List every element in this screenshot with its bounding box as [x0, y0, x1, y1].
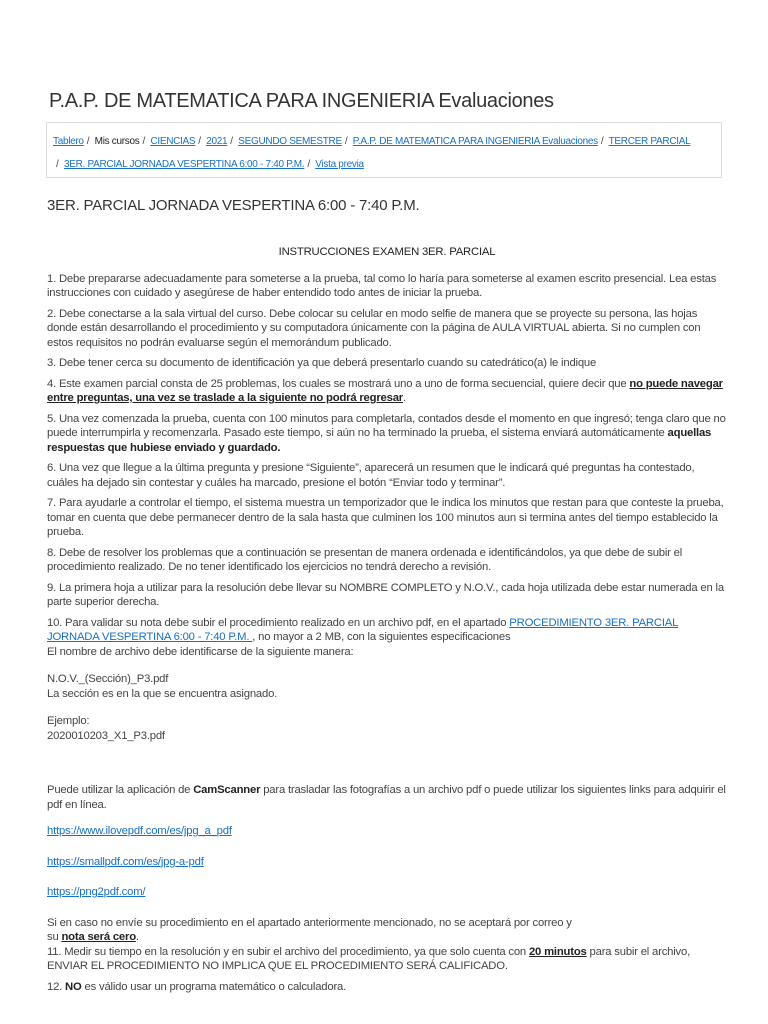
breadcrumb-separator: /: [230, 136, 233, 147]
no-email-text: Si en caso no envíe su procedimiento en el apartado anteriormente mencionado, no se aceptará por correo y: [47, 916, 572, 929]
instruction-1: 1. Debe prepararse adecuadamente para someterse a la prueba, tal como lo haría para someterse al examen escrito presencial. Lea estas instrucciones con cuidado y asegúrese de haber entendido todo antes de iniciar la prueba.: [47, 272, 717, 299]
breadcrumb: [46, 122, 722, 178]
breadcrumb-item-segundo-semestre[interactable]: [238, 136, 342, 147]
instruction-10: [47, 616, 727, 660]
section-heading: 3ER. PARCIAL JORNADA VESPERTINA 6:00 - 7:40 P.M.: [47, 197, 420, 214]
procedimiento-upload-link[interactable]: PROCEDIMIENTO 3ER. PARCIAL JORNADA VESPERTINA 6:00 - 7:40 P.M.: [47, 616, 679, 643]
nota-cero-emphasis: nota será cero: [61, 931, 136, 943]
instruction-6: 6. Una vez que llegue a la última pregunta y presione “Siguiente”, aparecerá un resumen que le indicará qué preguntas ha contestado, cuáles ha dejado sin contestar y cuáles ha marcado, presione el botón “Enviar todo y terminar”.: [47, 462, 695, 489]
smallpdf-link[interactable]: https://smallpdf.com/es/jpg-a-pdf: [47, 855, 204, 868]
instructions-title: INSTRUCCIONES EXAMEN 3ER. PARCIAL: [278, 246, 496, 258]
no-email-note: [47, 916, 727, 945]
breadcrumb-link-tercer-parcial[interactable]: TERCER PARCIAL: [608, 136, 691, 147]
link-paragraph: [47, 824, 727, 839]
camscanner-text-end: para trasladar las fotografías a un archivo pdf o puede utilizar los siguientes links para adquirir el pdf en línea.: [47, 784, 726, 811]
instruction-12-text: es válido usar un programa matemático o calculadora.: [81, 980, 347, 993]
camscanner-note: [47, 783, 727, 812]
breadcrumb-link-vista-previa[interactable]: Vista previa: [315, 159, 364, 170]
instruction-9: 9. La primera hoja a utilizar para la resolución debe llevar su NOMBRE COMPLETO y N.O.V., cada hoja utilizada debe estar numerada en la parte superior derecha.: [47, 581, 724, 608]
breadcrumb-link-course[interactable]: P.A.P. DE MATEMATICA PARA INGENIERIA Evaluaciones: [352, 136, 598, 147]
breadcrumb-item-vista-previa[interactable]: [315, 159, 363, 170]
filename-format: N.O.V._(Sección)_P3.pdf: [47, 673, 169, 685]
breadcrumb-separator: /: [600, 136, 604, 147]
no-email-end: .: [135, 931, 139, 943]
breadcrumb-separator: /: [86, 136, 90, 147]
instruction-10-text: 10. Para validar su nota debe subir el procedimiento realizado en un archivo pdf, en el apartado: [47, 616, 510, 629]
instruction-4-emphasis: no puede navegar entre preguntas, una vez se traslade a la siguiente no podrá regresar: [47, 377, 723, 404]
instruction-10-spec: , no mayor a 2 MB, con la siguientes especificaciones: [252, 631, 511, 643]
breadcrumb-link-ciencias[interactable]: CIENCIAS: [150, 136, 196, 147]
section-note: La sección es en la que se encuentra asignado.: [47, 687, 278, 700]
no-email-text-2: su: [47, 931, 62, 943]
instruction-5: [47, 412, 727, 456]
breadcrumb-link-quiz[interactable]: 3ER. PARCIAL JORNADA VESPERTINA 6:00 - 7:40 P.M.: [63, 159, 305, 170]
instruction-11-emphasis: 20 minutos: [528, 945, 587, 958]
breadcrumb-link-2021[interactable]: 2021: [206, 136, 228, 147]
page-title: P.A.P. DE MATEMATICA PARA INGENIERIA Evaluaciones: [49, 90, 554, 112]
breadcrumb-item-mis-cursos: Mis cursos: [94, 136, 140, 147]
breadcrumb-item-tablero[interactable]: [53, 136, 84, 147]
breadcrumb-item-course[interactable]: [353, 136, 598, 147]
instruction-7: 7. Para ayudarle a controlar el tiempo, el sistema muestra un temporizador que le indica los minutos que restan para que conteste la prueba, tomar en cuenta que debe permanecer dentro de la sala hasta que culminen los 100 minutos aun si termina antes del tiempo establecido la prueba.: [47, 497, 724, 538]
breadcrumb-link-tablero[interactable]: Tablero: [53, 136, 84, 147]
breadcrumb-separator: /: [142, 136, 145, 147]
breadcrumb-line-2: [53, 153, 721, 176]
breadcrumb-item-tercer-parcial[interactable]: [609, 136, 691, 147]
instruction-11-end: para subir el archivo, ENVIAR EL PROCEDIMIENTO NO IMPLICA QUE EL PROCEDIMIENTO SERÁ CALIFICADO.: [47, 945, 691, 972]
instruction-8: 8. Debe de resolver los problemas que a continuación se presentan de manera ordenada e identificándolos, ya que debe de subir el procedimiento realizado. De no tener identificado los ejercicios no tendrá derecho a revisión.: [47, 546, 683, 573]
breadcrumb-link-segundo-semestre[interactable]: SEGUNDO SEMESTRE: [238, 136, 342, 147]
breadcrumb-separator: /: [56, 159, 59, 170]
link-paragraph: [47, 885, 727, 900]
breadcrumb-separator: /: [198, 136, 201, 147]
instruction-4: [47, 377, 727, 406]
breadcrumb-item-2021[interactable]: [206, 136, 227, 147]
instruction-12-number: 12.: [47, 980, 66, 993]
link-paragraph: [47, 855, 727, 870]
instructions-content: [47, 238, 727, 1000]
instruction-3: 3. Debe tener cerca su documento de identificación ya que deberá presentarlo cuando su catedrático(a) le indique: [47, 357, 597, 369]
breadcrumb-item-quiz[interactable]: [64, 159, 304, 170]
instruction-11: [47, 945, 727, 974]
instruction-4-end: .: [403, 392, 406, 404]
example-filename: 2020010203_X1_P3.pdf: [47, 729, 165, 742]
camscanner-app-name: CamScanner: [193, 784, 261, 796]
filename-format-block: [47, 672, 727, 701]
example-block: [47, 714, 727, 743]
instruction-12-emphasis: NO: [65, 980, 82, 993]
instruction-5-emphasis: aquellas respuestas que hubiese enviado y guardado.: [47, 427, 712, 454]
instruction-12: [47, 980, 727, 995]
breadcrumb-separator: /: [344, 136, 348, 147]
png2pdf-link[interactable]: https://png2pdf.com/: [47, 886, 146, 898]
instruction-4-text: 4. Este examen parcial consta de 25 problemas, los cuales se mostrará uno a uno de forma secuencial, quiere decir que: [47, 377, 630, 390]
instruction-2: 2. Debe conectarse a la sala virtual del curso. Debe colocar su celular en modo selfie de manera que se proyecte su persona, las hojas donde están desarrollando el procedimiento y su computadora únicamente con la página de AULA VIRTUAL abierta. Si no cumplen con estos requisitos no podrán evaluarse según el memorándum publicado.: [47, 307, 701, 349]
camscanner-text: Puede utilizar la aplicación de: [47, 784, 194, 796]
example-label: Ejemplo:: [47, 715, 90, 727]
ilovepdf-link[interactable]: https://www.ilovepdf.com/es/jpg_a_pdf: [47, 825, 232, 837]
instruction-5-text: 5. Una vez comenzada la prueba, cuenta con 100 minutos para completarla, contados desde el momento en que ingresó; tenga claro que no puede interrumpirla y recomenzarla. Pasado este tiempo, si aún no ha terminado la prueba, el sistema enviará automáticamente: [47, 412, 726, 439]
filename-instruction: El nombre de archivo debe identificarse de la siguiente manera:: [47, 645, 354, 658]
breadcrumb-item-ciencias[interactable]: [150, 136, 195, 147]
breadcrumb-separator: /: [307, 159, 310, 170]
breadcrumb-line-1: [53, 130, 721, 153]
instruction-11-text: 11. Medir su tiempo en la resolución y en subir el archivo del procedimiento, ya que solo cuenta con: [47, 945, 529, 958]
